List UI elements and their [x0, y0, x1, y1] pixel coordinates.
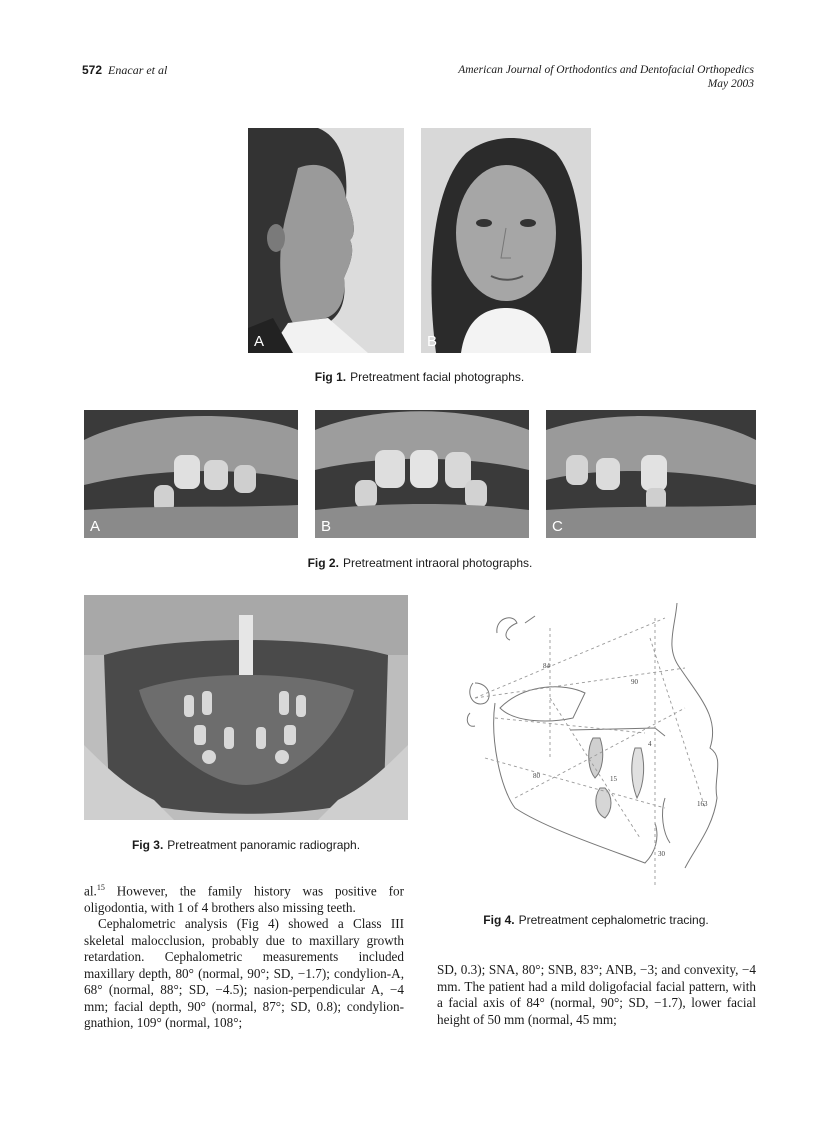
- fig4-tracing: [455, 598, 755, 893]
- body-column-left: [84, 880, 404, 1032]
- fig4-caption: [436, 913, 756, 927]
- issue-date: May 2003: [707, 78, 754, 90]
- citation-superscript: 15: [96, 883, 105, 892]
- frontal-photo-image: [421, 128, 591, 353]
- journal-title: American Journal of Orthodontics and Dentofacial Orthopedics: [458, 64, 754, 76]
- body-column-right: [437, 962, 756, 1028]
- author-line: Enacar et al: [108, 63, 168, 77]
- panel-label: C: [552, 518, 563, 535]
- caption-text: Pretreatment cephalometric tracing.: [518, 913, 709, 927]
- figure-label: Fig 2.: [307, 556, 339, 570]
- fig1-photo-profile: [248, 128, 404, 353]
- fig2-photo-right: [84, 410, 298, 538]
- panel-label: A: [254, 333, 265, 350]
- intraoral-photo-image: [84, 410, 298, 538]
- paragraph: Cephalometric analysis (Fig 4) showed a Class III skeletal malocclusion, probably due to maxillary growth retardation. Cephalometric measurements included maxillary depth, 80° (normal, 90°; SD, −1.7); condylion-A, 68° (normal, 88°; SD, −4.5); nasion-perpendicular A, −4 mm; facial depth, 90° (normal, 87°; SD, 0.8); condylion-gnathion, 109° (normal, 108°;: [84, 916, 404, 1031]
- caption-text: Pretreatment panoramic radiograph.: [167, 838, 361, 852]
- fig2-caption: [84, 556, 756, 570]
- cephalometric-tracing-drawing: [455, 598, 755, 893]
- page-number: 572: [82, 63, 103, 77]
- paragraph: SD, 0.3); SNA, 80°; SNB, 83°; ANB, −3; and convexity, −4 mm. The patient had a mild doligofacial facial pattern, with a facial axis of 84° (normal, 90°; SD, −1.7), lower facial height of 50 mm (normal, 45 mm;: [437, 962, 756, 1027]
- paragraph: al.$^{15}$ However, the family history was positive for oligodontia, with 1 of 4 brothers also missing teeth.: [84, 883, 404, 915]
- caption-text: Pretreatment intraoral photographs.: [342, 556, 533, 570]
- profile-photo-image: [248, 128, 404, 353]
- panel-label: A: [90, 518, 101, 535]
- tracing-number: 15: [610, 775, 617, 783]
- running-header-left: [82, 63, 167, 78]
- tracing-number: 84: [543, 662, 550, 670]
- fig1-caption: [248, 370, 591, 384]
- intraoral-photo-image: [546, 410, 756, 538]
- fig3-radiograph: [84, 595, 408, 820]
- tracing-number: 4: [648, 740, 652, 748]
- tracing-number: 90: [631, 678, 638, 686]
- fig3-caption: [84, 838, 408, 852]
- figure-label: Fig 1.: [314, 370, 347, 384]
- fig1-photo-frontal: [421, 128, 591, 353]
- tracing-number: 30: [658, 850, 665, 858]
- fig2-photo-front: [315, 410, 529, 538]
- panel-label: B: [427, 333, 438, 350]
- tracing-number: 163: [697, 800, 708, 808]
- fig2-photo-left: [546, 410, 756, 538]
- panel-label: B: [321, 518, 332, 535]
- running-header-right: [458, 63, 754, 91]
- panoramic-radiograph-image: [84, 595, 408, 820]
- tracing-number: 80: [533, 772, 540, 780]
- figure-label: Fig 4.: [483, 913, 515, 927]
- figure-label: Fig 3.: [131, 838, 164, 852]
- caption-text: Pretreatment facial photographs.: [350, 370, 525, 384]
- intraoral-photo-image: [315, 410, 529, 538]
